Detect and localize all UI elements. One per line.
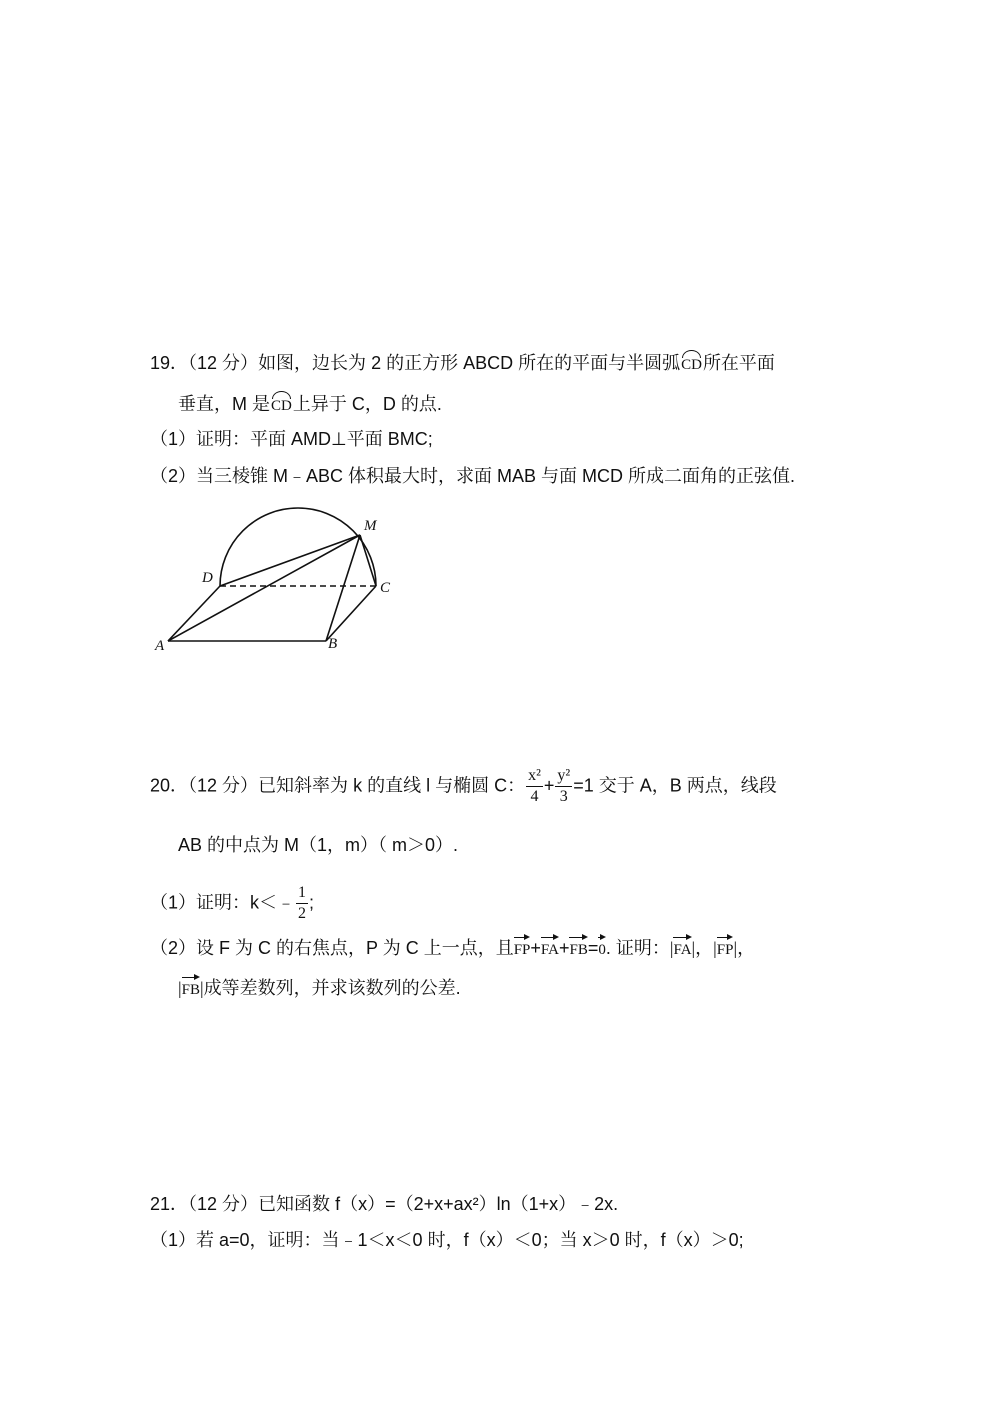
q21-number: 21． — [150, 1194, 189, 1214]
vector-FB: FB — [569, 933, 587, 962]
label-C: C — [380, 580, 391, 596]
label-B: B — [328, 636, 338, 652]
q20-stem-b: =1 交于 A，B 两点，线段 — [573, 775, 777, 796]
q20-part2-line1: （2）设 F 为 C 的右焦点，P 为 C 上一点，且FP+FA+FB=0. 证明：|FA|，|FP|， — [150, 933, 755, 962]
fraction-y2-over-3: $\frac{\text{y²}}{3}$ — [557, 767, 571, 805]
vector-zero: 0 — [598, 933, 606, 962]
label-A: A — [155, 638, 165, 654]
q21-stem-text: 已知函数 f（x）=（2+x+ax²）ln（1+x）﹣2x. — [258, 1194, 619, 1214]
q19-part1: （1）证明：平面 AMD⊥平面 BMC; — [150, 429, 433, 449]
q20-part1 — [150, 883, 314, 924]
q19-line2-b: 上异于 C，D 的点. — [292, 394, 442, 414]
vector-FP: FP — [514, 933, 531, 962]
q19-line2-a: 垂直，M 是 — [178, 394, 270, 414]
q20-part2-c: 成等差数列，并求该数列的公差. — [203, 978, 461, 998]
edge-BC — [326, 586, 376, 641]
q21-stem — [150, 1192, 618, 1216]
q19-part2: （2）当三棱锥 M﹣ABC 体积最大时，求面 MAB 与面 MCD 所成二面角的正弦值. — [150, 466, 796, 486]
fraction-x2-over-4: $\frac{\text{x²}}{4}$ — [528, 767, 541, 805]
edge-AD — [168, 586, 220, 641]
q19-score: （12 分） — [188, 353, 259, 373]
q20-stem-line1 — [150, 766, 777, 807]
fraction-one-half: $\frac{1}{2}$ — [298, 884, 307, 922]
q20-part2-line2: |FB|成等差数列，并求该数列的公差. — [178, 973, 461, 1002]
q20-part1-a: （1）证明：k＜﹣ — [150, 892, 296, 913]
vector-FB-abs: FB — [182, 973, 200, 1002]
q20-part2-a: （2）设 F 为 C 的右焦点，P 为 C 上一点，且 — [150, 938, 514, 958]
plus-sign: + — [543, 775, 555, 796]
q20-part1-b: ; — [309, 892, 315, 913]
vector-FA-abs: FA — [673, 933, 691, 962]
q20-part2-b: . 证明： — [605, 938, 670, 958]
q19-stem-line2 — [178, 390, 442, 418]
arc-cd-label-2: CD — [271, 390, 292, 418]
q19-number: 19． — [150, 353, 189, 373]
vector-FP-abs: FP — [717, 933, 734, 962]
q19-stem-a: 如图，边长为 2 的正方形 ABCD 所在的平面与半圆弧 — [258, 353, 681, 373]
label-D: D — [202, 570, 213, 586]
semicircle-arc — [220, 508, 376, 586]
edge-MD — [220, 535, 360, 586]
label-M: M — [364, 518, 377, 534]
vector-FA: FA — [541, 933, 559, 962]
q20-line2: AB 的中点为 M（1，m）（ m＞0）. — [178, 835, 459, 855]
q20-score: （12 分） — [188, 775, 259, 796]
q21-part1: （1）若 a=0，证明：当﹣1＜x＜0 时，f（x）＜0；当 x＞0 时，f（x）＞0; — [150, 1230, 744, 1250]
q20-number: 20． — [150, 775, 189, 796]
arc-cd-label: CD — [681, 349, 702, 377]
q19-stem-line1 — [150, 349, 775, 377]
q20-stem-a: 已知斜率为 k 的直线 l 与椭圆 C： — [258, 775, 526, 796]
q21-score: （12 分） — [188, 1194, 259, 1214]
q19-stem-b: 所在平面 — [702, 353, 775, 373]
q19-figure — [150, 500, 410, 660]
edge-MC — [360, 535, 376, 586]
